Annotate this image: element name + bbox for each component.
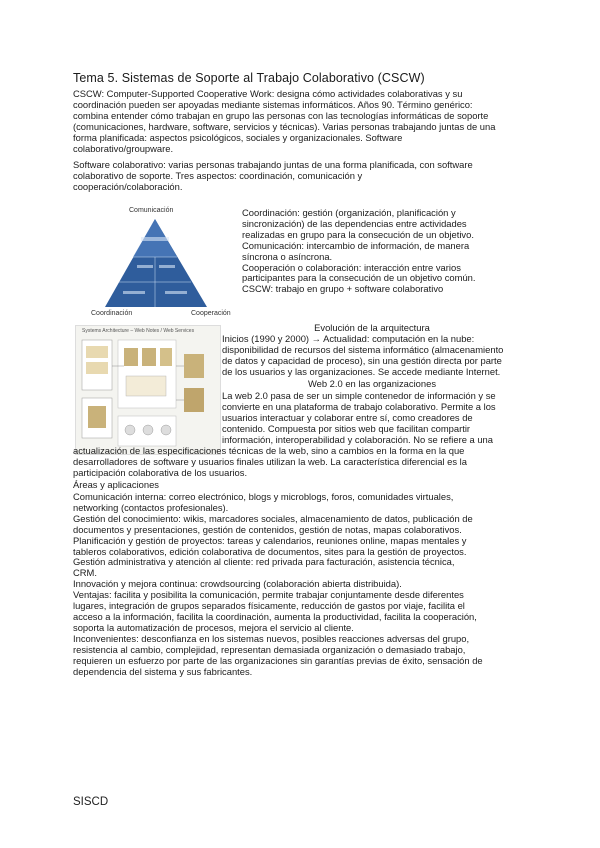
text-line: participación colaborativa de los usuarios. xyxy=(73,466,248,478)
text-line: Inconvenientes: desconfianza en los sistemas nuevos, posibles reacciones adversas del grupo, xyxy=(73,632,470,644)
text-line: usuarios interactuar y colaborar entre sí, como creadores de xyxy=(222,411,473,423)
text-line: desarrolladores de software y usuarios finales utilizan la web. La característica diferencial es la xyxy=(73,455,467,467)
intro-paragraph-1 xyxy=(73,89,495,154)
text-line: contenido. Compuesta por sitios web que facilitan compartir xyxy=(222,422,471,434)
text-line: Gestión del conocimiento: wikis, marcadores sociales, almacenamiento de datos, publicación de xyxy=(73,512,473,524)
text-line: (comunicaciones, hardware, software, servicios y técnicas). Varias personas trabajando juntas de una xyxy=(73,120,496,132)
pyramid-left-label: Coordinación xyxy=(91,310,133,317)
page-footer: SISCD xyxy=(73,796,109,808)
evolution-heading: Evolución de la arquitectura xyxy=(314,322,430,333)
web2-heading: Web 2.0 en las organizaciones xyxy=(307,378,437,389)
text-line: colaborativo de soporte. Tres aspectos: coordinación, comunicación y xyxy=(73,169,363,181)
text-line: combina entender cómo trabajan en grupo las personas con las tecnologías informáticas de soporte xyxy=(73,109,489,121)
text-line: Gestión administrativa y atención al cliente: red privada para facturación, asistencia técnica, xyxy=(73,556,455,568)
text-line: dependencia del sistema y sus fabricantes. xyxy=(73,665,253,677)
text-line: Coordinación: gestión (organización, planificación y xyxy=(242,207,456,218)
text-line: Comunicación: intercambio de información, de manera xyxy=(242,239,470,251)
text-line: Ventajas: facilita y posibilita la comunicación, permite trabajar conjuntamente desde diferentes xyxy=(73,589,464,601)
text-line: Inicios (1990 y 2000) → Actualidad: computación en la nube: xyxy=(222,333,475,344)
text-line: Planificación y gestión de proyectos: tareas y calendarios, reuniones online, mapas mentales y xyxy=(73,534,467,546)
text-line: de datos y capacidad de proceso), sin una gestión directa por parte xyxy=(222,354,502,366)
pyramid-right-label: Cooperación xyxy=(191,310,231,317)
text-line: actualización de las especificaciones técnicas de la web, sino a cambios en la forma en la que xyxy=(73,445,465,456)
text-line: CSCW: Computer-Supported Cooperative Work: designa cómo actividades colaborativas y su xyxy=(73,88,463,99)
text-line: resistencia al cambio, complejidad, representan demasiada organización o demasiado trabajo, xyxy=(73,643,466,655)
text-line: forma planificada: aspectos psicológicos, sociales y organizacionales. Software xyxy=(73,131,403,143)
text-line: CRM. xyxy=(73,567,97,579)
web2-continued xyxy=(73,446,467,479)
text-line: colaborativo/groupware. xyxy=(73,142,174,154)
cscw-pyramid-figure xyxy=(93,207,233,317)
text-line: lugares, integración de grupos separados físicamente, reducción de gastos por viaje, facilita el xyxy=(73,600,465,612)
text-line: realizadas en grupo para la consecución de un objetivo. xyxy=(242,228,474,240)
pyramid-top-label: Comunicación xyxy=(129,207,174,214)
text-line: participantes para la consecución de un objetivo común. xyxy=(242,272,476,284)
text-line: networking (contactos profesionales). xyxy=(73,501,229,513)
text-line: tableros colaborativos, edición colaborativa de documentos, sites para la gestión de proyectos. xyxy=(73,545,467,557)
text-line: Innovación y mejora continua: crowdsourcing (colaboración abierta distribuida). xyxy=(73,578,402,590)
architecture-figure-heading: Systems Architecture – Web Notes / Web Services xyxy=(82,328,195,334)
text-line: La web 2.0 pasa de ser un simple contenedor de información y se xyxy=(222,390,496,401)
text-line: documentos y presentaciones, gestión de contenidos, gestión de notas, mapas colaborativos. xyxy=(73,523,462,535)
definitions-block xyxy=(242,208,475,295)
text-line: soporta la automatización de procesos, mejora el servicio al cliente. xyxy=(73,621,354,633)
text-line: Software colaborativo: varias personas trabajando juntas de una forma planificada, con software xyxy=(73,159,473,170)
text-line: Comunicación interna: correo electrónico, blogs y microblogs, foros, comunidades virtuales, xyxy=(73,491,454,502)
text-line: convierte en una plataforma de trabajo colaborativo. Permite a los xyxy=(222,400,496,412)
areas-block xyxy=(73,492,483,677)
pyramid-graphic xyxy=(93,207,233,317)
text-line: síncrona o asíncrona. xyxy=(242,250,333,262)
text-line: cooperación/colaboración. xyxy=(73,180,183,192)
intro-paragraph-2 xyxy=(73,160,473,193)
text-line: sincronización) de las dependencias entre actividades xyxy=(242,217,467,229)
text-line: disponibilidad de recursos del sistema informático (almacenamiento xyxy=(222,343,504,355)
text-line: CSCW: trabajo en grupo + software colaborativo xyxy=(242,283,444,295)
architecture-figure xyxy=(75,325,221,455)
web2-block xyxy=(222,391,496,446)
architecture-diagram xyxy=(76,336,220,454)
text-line: requieren un esfuerzo por parte de las organizaciones sin garantías previas de éxito, sensación de xyxy=(73,654,483,666)
text-line: de los usuarios y las organizaciones. Se accede mediante Internet. xyxy=(222,365,501,377)
text-line: Cooperación o colaboración: interacción entre varios xyxy=(242,261,461,273)
text-line: coordinación pueden ser apoyadas mediante sistemas informáticos. Años 90. Término genérico: xyxy=(73,98,473,110)
evolution-block xyxy=(222,334,503,378)
text-line: acceso a la información, facilita la coordinación, aumenta la productividad, facilita la cooperación, xyxy=(73,610,477,622)
areas-heading: Áreas y aplicaciones xyxy=(73,479,159,490)
text-line: información, interoperabilidad y colaboración. No se refiere a una xyxy=(222,433,493,445)
page-title: Tema 5. Sistemas de Soporte al Trabajo Colaborativo (CSCW) xyxy=(73,71,425,85)
